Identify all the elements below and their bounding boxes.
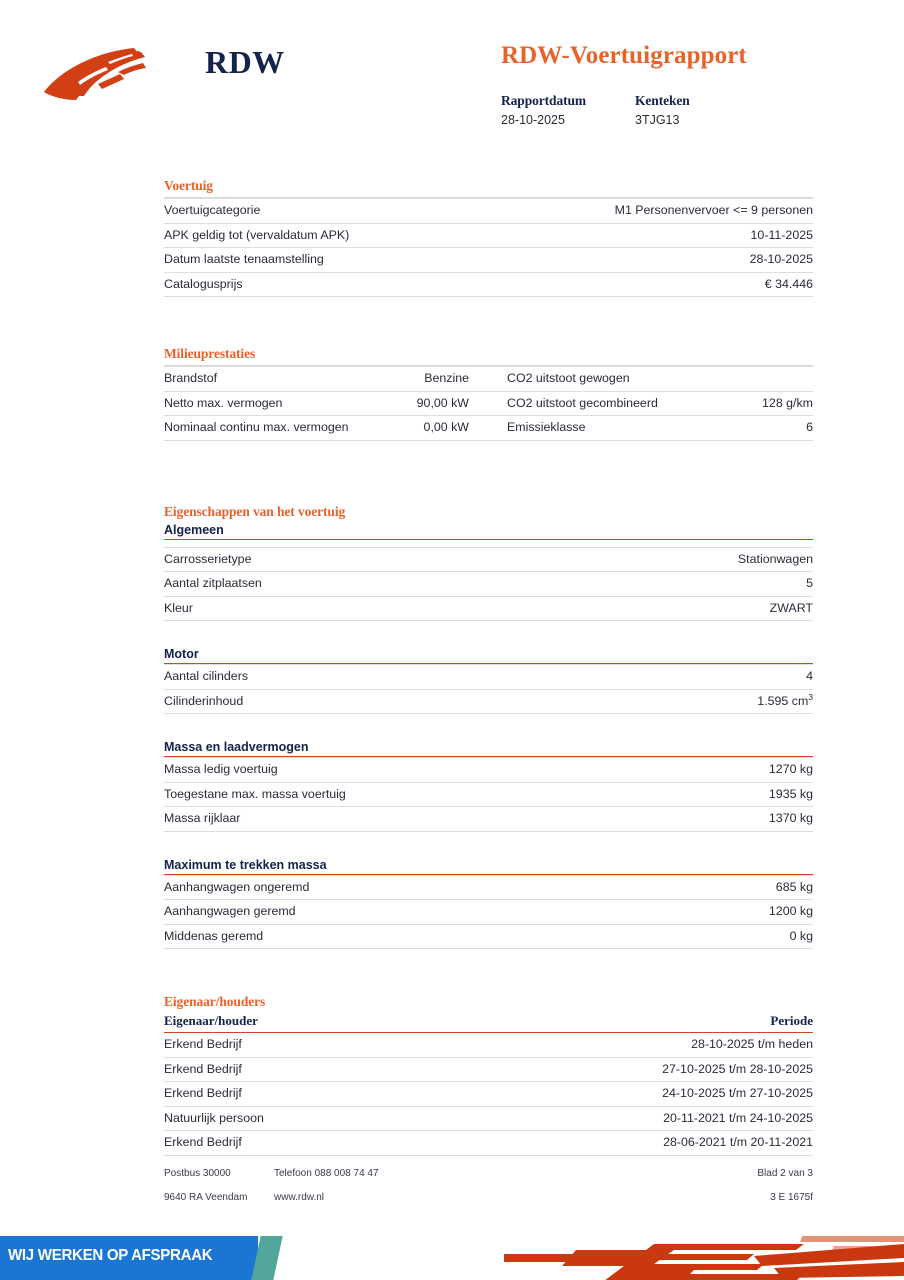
page-title: RDW-Voertuigrapport — [501, 42, 747, 69]
row-label: Datum laatste tenaamstelling — [164, 248, 489, 273]
milieu-table — [164, 366, 813, 441]
row-value: Stationwagen — [489, 547, 814, 572]
spacer — [164, 714, 813, 740]
row-value: 5 — [489, 572, 814, 597]
trekken-table — [164, 875, 813, 950]
rdw-logo — [42, 38, 302, 118]
row-value-left: 0,00 kW — [384, 416, 507, 441]
footer-row-2 — [164, 1192, 813, 1203]
section-eigenschappen — [164, 504, 813, 950]
spacer — [164, 949, 813, 994]
column-header-period: Periode — [489, 1013, 814, 1033]
rdw-wordmark: RDW — [205, 44, 285, 80]
table-row — [164, 272, 813, 297]
row-label: Catalogusprijs — [164, 272, 489, 297]
rdw-feather-logo-icon — [42, 46, 162, 108]
row-value-left: Benzine — [384, 367, 507, 392]
subsection-massa-title: Massa en laadvermogen — [164, 740, 813, 757]
row-label: Toegestane max. massa voertuig — [164, 782, 489, 807]
row-label: Aantal cilinders — [164, 665, 489, 690]
row-value: M1 Personenvervoer <= 9 personen — [489, 199, 814, 224]
row-value: 685 kg — [489, 875, 814, 900]
table-row — [164, 572, 813, 597]
row-label-left: Brandstof — [164, 367, 384, 392]
row-value-left: 90,00 kW — [384, 391, 507, 416]
footer-page-number: Blad 2 van 3 — [757, 1168, 813, 1179]
row-label-right: CO2 uitstoot gecombineerd — [507, 391, 697, 416]
report-date-field — [501, 93, 635, 127]
title-block — [501, 42, 861, 127]
row-label-left: Netto max. vermogen — [164, 391, 384, 416]
row-value: 0 kg — [489, 924, 814, 949]
row-label: Kleur — [164, 596, 489, 621]
section-eigenschappen-title: Eigenschappen van het voertuig — [164, 503, 346, 519]
table-row — [164, 782, 813, 807]
table-row — [164, 199, 813, 224]
table-row — [164, 1131, 813, 1156]
row-label: Aanhangwagen geremd — [164, 900, 489, 925]
owner-cell: Erkend Bedrijf — [164, 1033, 489, 1058]
row-label: Aanhangwagen ongeremd — [164, 875, 489, 900]
rdw-speed-graphic-icon — [504, 1236, 904, 1280]
algemeen-table — [164, 547, 813, 622]
table-row — [164, 1082, 813, 1107]
row-value: ZWART — [489, 596, 814, 621]
document-footer — [164, 1168, 813, 1216]
table-row — [164, 1057, 813, 1082]
row-label: Voertuigcategorie — [164, 199, 489, 224]
row-value-volume — [489, 689, 814, 714]
row-value: € 34.446 — [489, 272, 814, 297]
massa-table — [164, 757, 813, 832]
banner-text: WIJ WERKEN OP AFSPRAAK — [8, 1247, 213, 1264]
subsection-trekken-title: Maximum te trekken massa — [164, 858, 813, 875]
licence-plate-label: Kenteken — [635, 92, 690, 108]
section-eigenaar-houders-title: Eigenaar/houders — [164, 994, 266, 1009]
table-row — [164, 391, 813, 416]
licence-plate-value: 3TJG13 — [635, 112, 680, 127]
row-value: 28-10-2025 — [489, 248, 814, 273]
spacer — [164, 832, 813, 858]
column-header-owner: Eigenaar/houder — [164, 1013, 489, 1033]
section-milieuprestaties — [164, 346, 813, 441]
superscript-three: 3 — [808, 691, 813, 702]
table-row — [164, 924, 813, 949]
row-value: 1270 kg — [489, 758, 814, 783]
owner-cell: Natuurlijk persoon — [164, 1106, 489, 1131]
table-row — [164, 596, 813, 621]
row-label-right: Emissieklasse — [507, 416, 697, 441]
voertuig-table — [164, 198, 813, 297]
row-label: APK geldig tot (vervaldatum APK) — [164, 223, 489, 248]
row-value-right: 128 g/km — [697, 391, 813, 416]
section-milieuprestaties-title: Milieuprestaties — [164, 346, 813, 366]
row-label: Massa rijklaar — [164, 807, 489, 832]
footer-phone: Telefoon 088 008 74 47 — [274, 1168, 379, 1179]
report-date-value: 28-10-2025 — [501, 112, 565, 127]
period-cell: 28-10-2025 t/m heden — [489, 1033, 814, 1058]
row-value-right — [697, 367, 813, 392]
table-row — [164, 547, 813, 572]
footer-form-code: 3 E 1675f — [770, 1192, 813, 1203]
report-date-label: Rapportdatum — [501, 92, 587, 108]
row-label: Carrosserietype — [164, 547, 489, 572]
period-cell: 20-11-2021 t/m 24-10-2025 — [489, 1106, 814, 1131]
footer-website[interactable]: www.rdw.nl — [274, 1192, 325, 1203]
period-cell: 24-10-2025 t/m 27-10-2025 — [489, 1082, 814, 1107]
table-row — [164, 875, 813, 900]
section-voertuig — [164, 178, 813, 297]
spacer — [164, 441, 813, 504]
report-body — [164, 178, 813, 1156]
owner-cell: Erkend Bedrijf — [164, 1082, 489, 1107]
row-value: 1935 kg — [489, 782, 814, 807]
section-eigenaar-houders — [164, 994, 813, 1156]
owners-table — [164, 1013, 813, 1156]
table-row — [164, 248, 813, 273]
period-cell: 28-06-2021 t/m 20-11-2021 — [489, 1131, 814, 1156]
row-label: Massa ledig voertuig — [164, 758, 489, 783]
footer-city: 9640 RA Veendam — [164, 1192, 248, 1203]
row-value: 1200 kg — [489, 900, 814, 925]
table-row — [164, 807, 813, 832]
row-value: 4 — [489, 665, 814, 690]
section-voertuig-title: Voertuig — [164, 178, 813, 198]
table-header-row — [164, 1013, 813, 1033]
footer-row-1 — [164, 1168, 813, 1179]
row-label: Middenas geremd — [164, 924, 489, 949]
subsection-motor-title: Motor — [164, 647, 813, 664]
table-row — [164, 900, 813, 925]
licence-plate-field — [635, 93, 769, 127]
motor-table — [164, 664, 813, 714]
row-label: Aantal zitplaatsen — [164, 572, 489, 597]
owner-cell: Erkend Bedrijf — [164, 1057, 489, 1082]
footer-postbus: Postbus 30000 — [164, 1168, 231, 1179]
table-row — [164, 689, 813, 714]
bottom-banner — [0, 1236, 904, 1280]
table-row — [164, 758, 813, 783]
table-row — [164, 1033, 813, 1058]
row-label: Cilinderinhoud — [164, 689, 489, 714]
row-label-left: Nominaal continu max. vermogen — [164, 416, 384, 441]
row-value: 1370 kg — [489, 807, 814, 832]
table-row — [164, 416, 813, 441]
table-row — [164, 665, 813, 690]
table-row — [164, 1106, 813, 1131]
document-header — [0, 0, 904, 165]
row-label-right: CO2 uitstoot gewogen — [507, 367, 697, 392]
row-value-right: 6 — [697, 416, 813, 441]
row-value: 1.595 cm — [757, 693, 809, 708]
owner-cell: Erkend Bedrijf — [164, 1131, 489, 1156]
table-row — [164, 223, 813, 248]
table-row — [164, 367, 813, 392]
header-meta — [501, 93, 861, 127]
spacer — [164, 297, 813, 346]
subsection-algemeen-title: Algemeen — [164, 523, 813, 540]
period-cell: 27-10-2025 t/m 28-10-2025 — [489, 1057, 814, 1082]
spacer — [164, 621, 813, 647]
row-value: 10-11-2025 — [489, 223, 814, 248]
